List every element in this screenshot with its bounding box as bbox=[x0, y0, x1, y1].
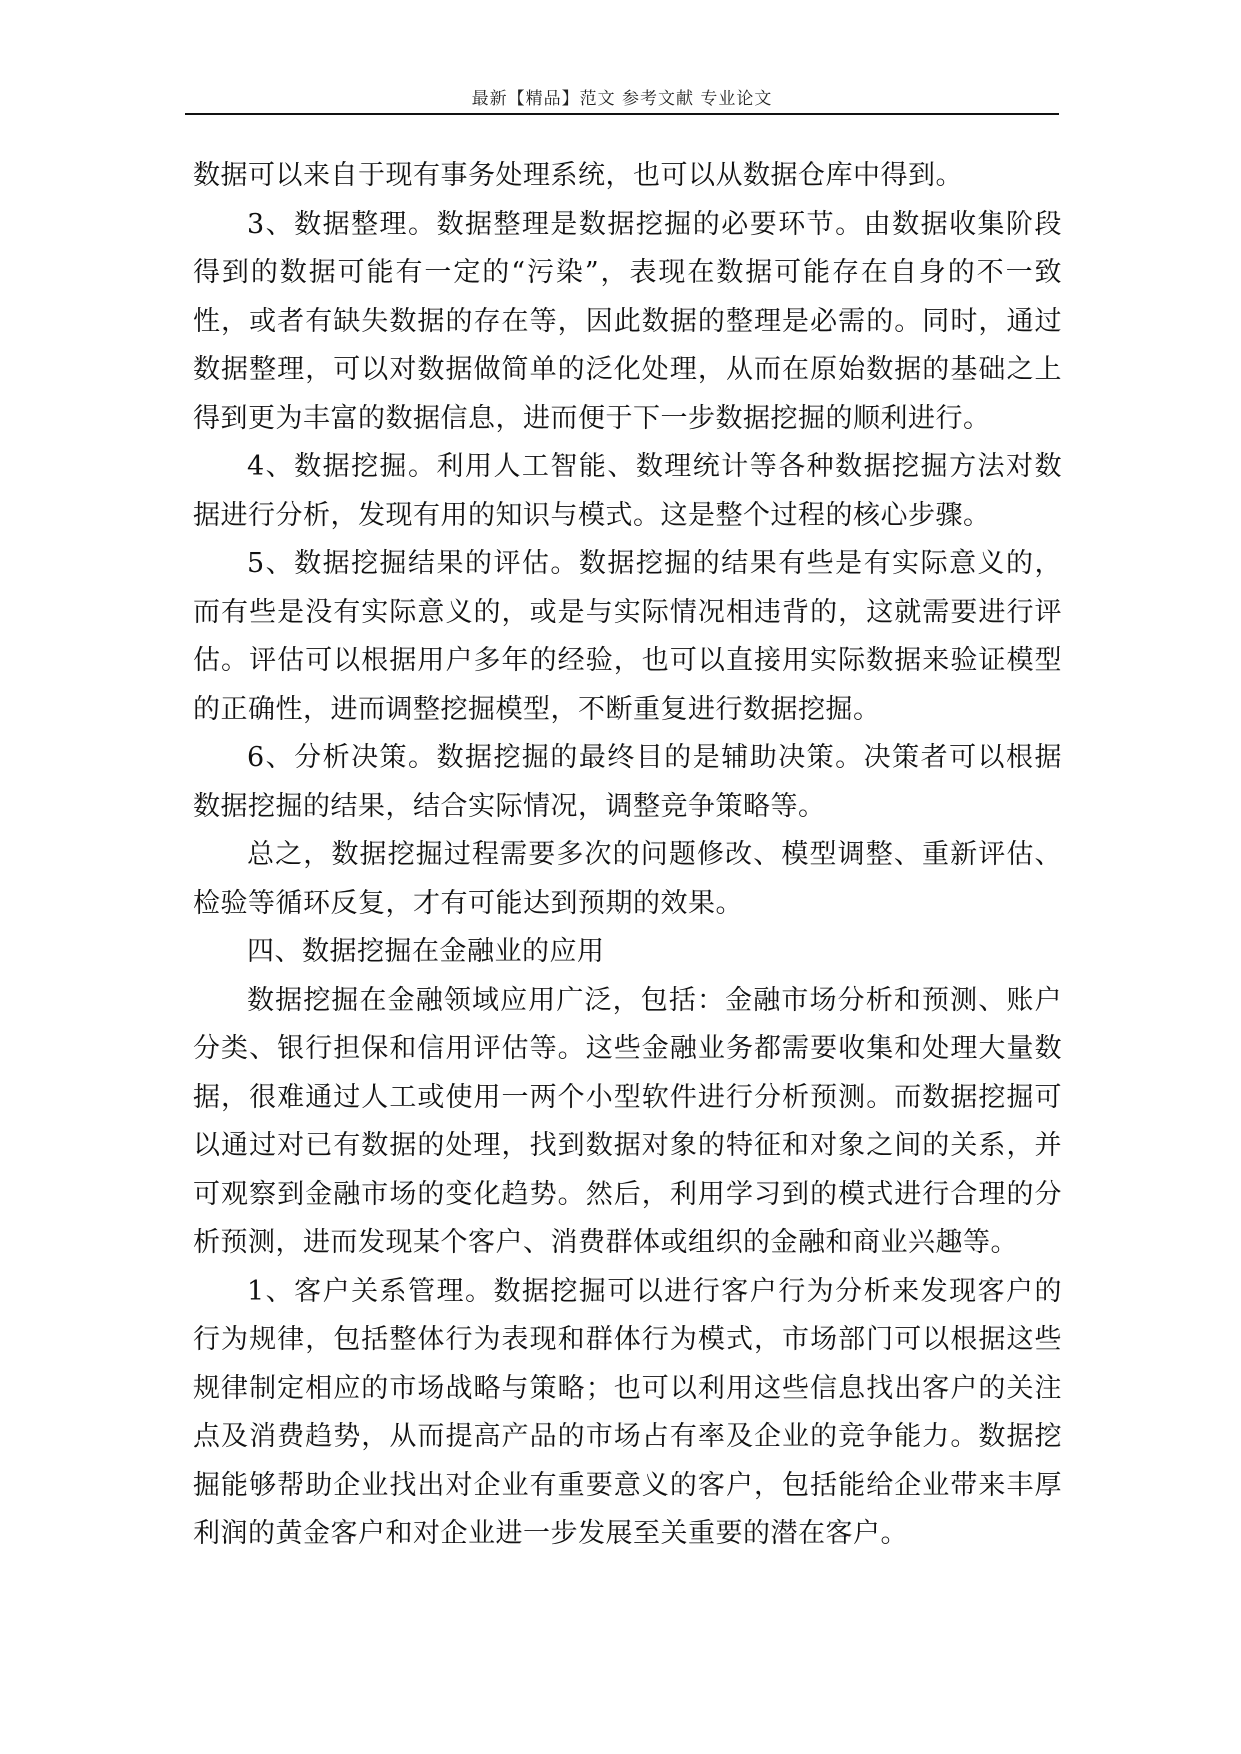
document-body bbox=[193, 152, 1062, 1559]
paragraph-customer-relationship: 1、客户关系管理。数据挖掘可以进行客户行为分析来发现客户的行为规律，包括整体行为表现和群体行为模式，市场部门可以根据这些规律制定相应的市场战略与策略；也可以利用这些信息找出客户的关注点及消费趋势，从而提高产品的市场占有率及企业的竞争能力。数据挖掘能够帮助企业找出对企业有重要意义的客户，包括能给企业带来丰厚利润的黄金客户和对企业进一步发展至关重要的潜在客户。 bbox=[193, 1275, 1062, 1549]
paragraph-summary: 总之，数据挖掘过程需要多次的问题修改、模型调整、重新评估、检验等循环反复，才有可能达到预期的效果。 bbox=[193, 839, 1062, 919]
paragraph-step-4-data-mining: 4、数据挖掘。利用人工智能、数理统计等各种数据挖掘方法对数据进行分析，发现有用的知识与模式。这是整个过程的核心步骤。 bbox=[193, 451, 1062, 531]
paragraph-step-5-evaluation: 5、数据挖掘结果的评估。数据挖掘的结果有些是有实际意义的，而有些是没有实际意义的，或是与实际情况相违背的，这就需要进行评估。评估可以根据用户多年的经验，也可以直接用实际数据来验证模型的正确性，进而调整挖掘模型，不断重复进行数据挖掘。 bbox=[193, 548, 1062, 725]
paragraph-step-3-data-cleaning: 3、数据整理。数据整理是数据挖掘的必要环节。由数据收集阶段得到的数据可能有一定的“污染”，表现在数据可能存在自身的不一致性，或者有缺失数据的存在等，因此数据的整理是必需的。同时，通过数据整理，可以对数据做简单的泛化处理，从而在原始数据的基础之上得到更为丰富的数据信息，进而便于下一步数据挖掘的顺利进行。 bbox=[193, 208, 1062, 434]
page-header: 最新【精品】范文 参考文献 专业论文 bbox=[471, 89, 773, 109]
section-heading-finance-application: 四、数据挖掘在金融业的应用 bbox=[247, 936, 605, 967]
paragraph-continuation: 数据可以来自于现有事务处理系统，也可以从数据仓库中得到。 bbox=[193, 160, 963, 191]
paragraph-finance-overview: 数据挖掘在金融领域应用广泛，包括：金融市场分析和预测、账户分类、银行担保和信用评估等。这些金融业务都需要收集和处理大量数据，很难通过人工或使用一两个小型软件进行分析预测。而数据挖掘可以通过对已有数据的处理，找到数据对象的特征和对象之间的关系，并可观察到金融市场的变化趋势。然后，利用学习到的模式进行合理的分析预测，进而发现某个客户、消费群体或组织的金融和商业兴趣等。 bbox=[193, 984, 1062, 1258]
header-divider bbox=[185, 113, 1059, 115]
paragraph-step-6-decision: 6、分析决策。数据挖掘的最终目的是辅助决策。决策者可以根据数据挖掘的结果，结合实际情况，调整竞争策略等。 bbox=[193, 742, 1062, 822]
